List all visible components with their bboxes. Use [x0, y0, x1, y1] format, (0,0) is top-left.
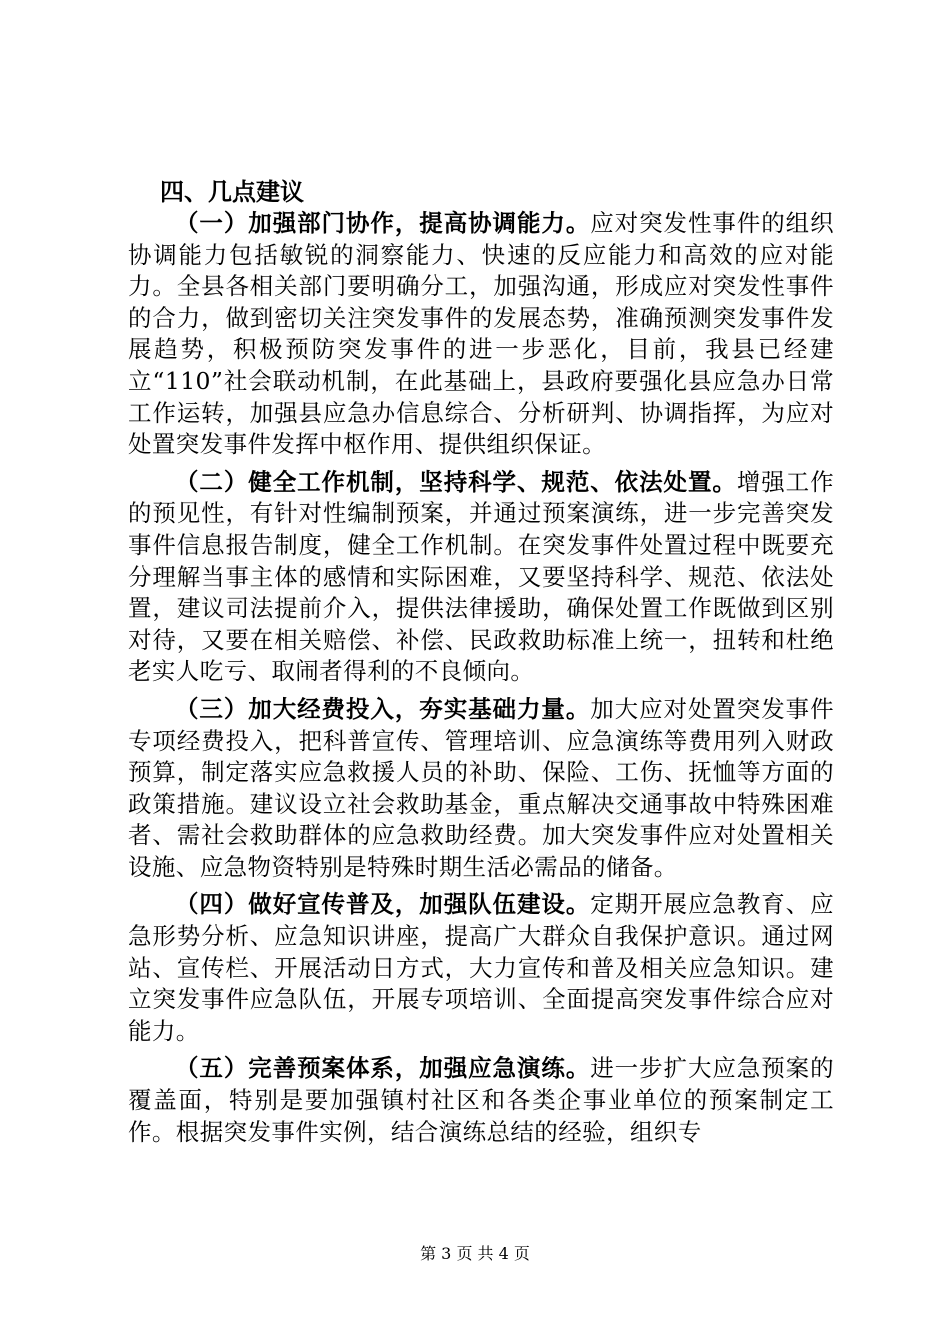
- paragraph-lead: （五）完善预案体系，加强应急演练。: [175, 1054, 591, 1083]
- paragraph-4: [128, 889, 834, 1047]
- paragraph-3: [128, 694, 834, 884]
- paragraph-2: [128, 467, 834, 688]
- paragraph-lead: （一）加强部门协作，提高协调能力。: [175, 209, 591, 237]
- document-body: [128, 176, 834, 1148]
- paragraph-text: 定期开展应急教育、应急形势分析、应急知识讲座，提高广大群众自我保护意识。通过网站、宣传栏、开展活动日方式，大力宣传和普及相关应急知识。建立突发事件应急队伍，开展专项培训、全面提高突发事件综合应对能力。: [128, 890, 834, 1045]
- paragraph-lead: （四）做好宣传普及，加强队伍建设。: [175, 890, 591, 919]
- paragraph-text: 增强工作的预见性，有针对性编制预案，并通过预案演练，进一步完善突发事件信息报告制度，健全工作机制。在突发事件处置过程中既要充分理解当事主体的感情和实际困难，又要坚持科学、规范、依法处置，建议司法提前介入，提供法律援助，确保处置工作既做到区别对待，又要在相关赔偿、补偿、民政救助标准上统一，扭转和杜绝老实人吃亏、取闹者得利的不良倾向。: [128, 467, 834, 686]
- section-heading: 四、几点建议: [160, 177, 304, 206]
- page-footer: 第 3 页 共 4 页: [420, 1244, 530, 1263]
- paragraph-text: 加大应对处置突发事件专项经费投入，把科普宣传、管理培训、应急演练等费用列入财政预算，制定落实应急救援人员的补助、保险、工伤、抚恤等方面的政策措施。建议设立社会救助基金，重点解决交通事故中特殊困难者、需社会救助群体的应急救助经费。加大突发事件应对处置相关设施、应急物资特别是特殊时期生活必需品的储备。: [128, 694, 834, 881]
- paragraph-5: [128, 1053, 834, 1148]
- paragraph-text: 应对突发性事件的组织协调能力包括敏锐的洞察能力、快速的反应能力和高效的应对能力。全县各相关部门要明确分工，加强沟通，形成应对突发性事件的合力，做到密切关注突发事件的发展态势，准确预测突发事件发展趋势，积极预防突发事件的进一步恶化，目前，我县已经建立“110”社会联动机制，在此基础上，县政府要强化县应急办日常工作运转，加强县应急办信息综合、分析研判、协调指挥，为应对处置突发事件发挥中枢作用、提供组织保证。: [128, 209, 834, 459]
- paragraph-1: [128, 208, 834, 461]
- paragraph-text: 进一步扩大应急预案的覆盖面，特别是要加强镇村社区和各类企事业单位的预案制定工作。根据突发事件实例，结合演练总结的经验，组织专: [128, 1054, 834, 1146]
- paragraph-lead: （三）加大经费投入，夯实基础力量。: [175, 694, 591, 723]
- paragraph-lead: （二）健全工作机制，坚持科学、规范、依法处置。: [175, 467, 737, 496]
